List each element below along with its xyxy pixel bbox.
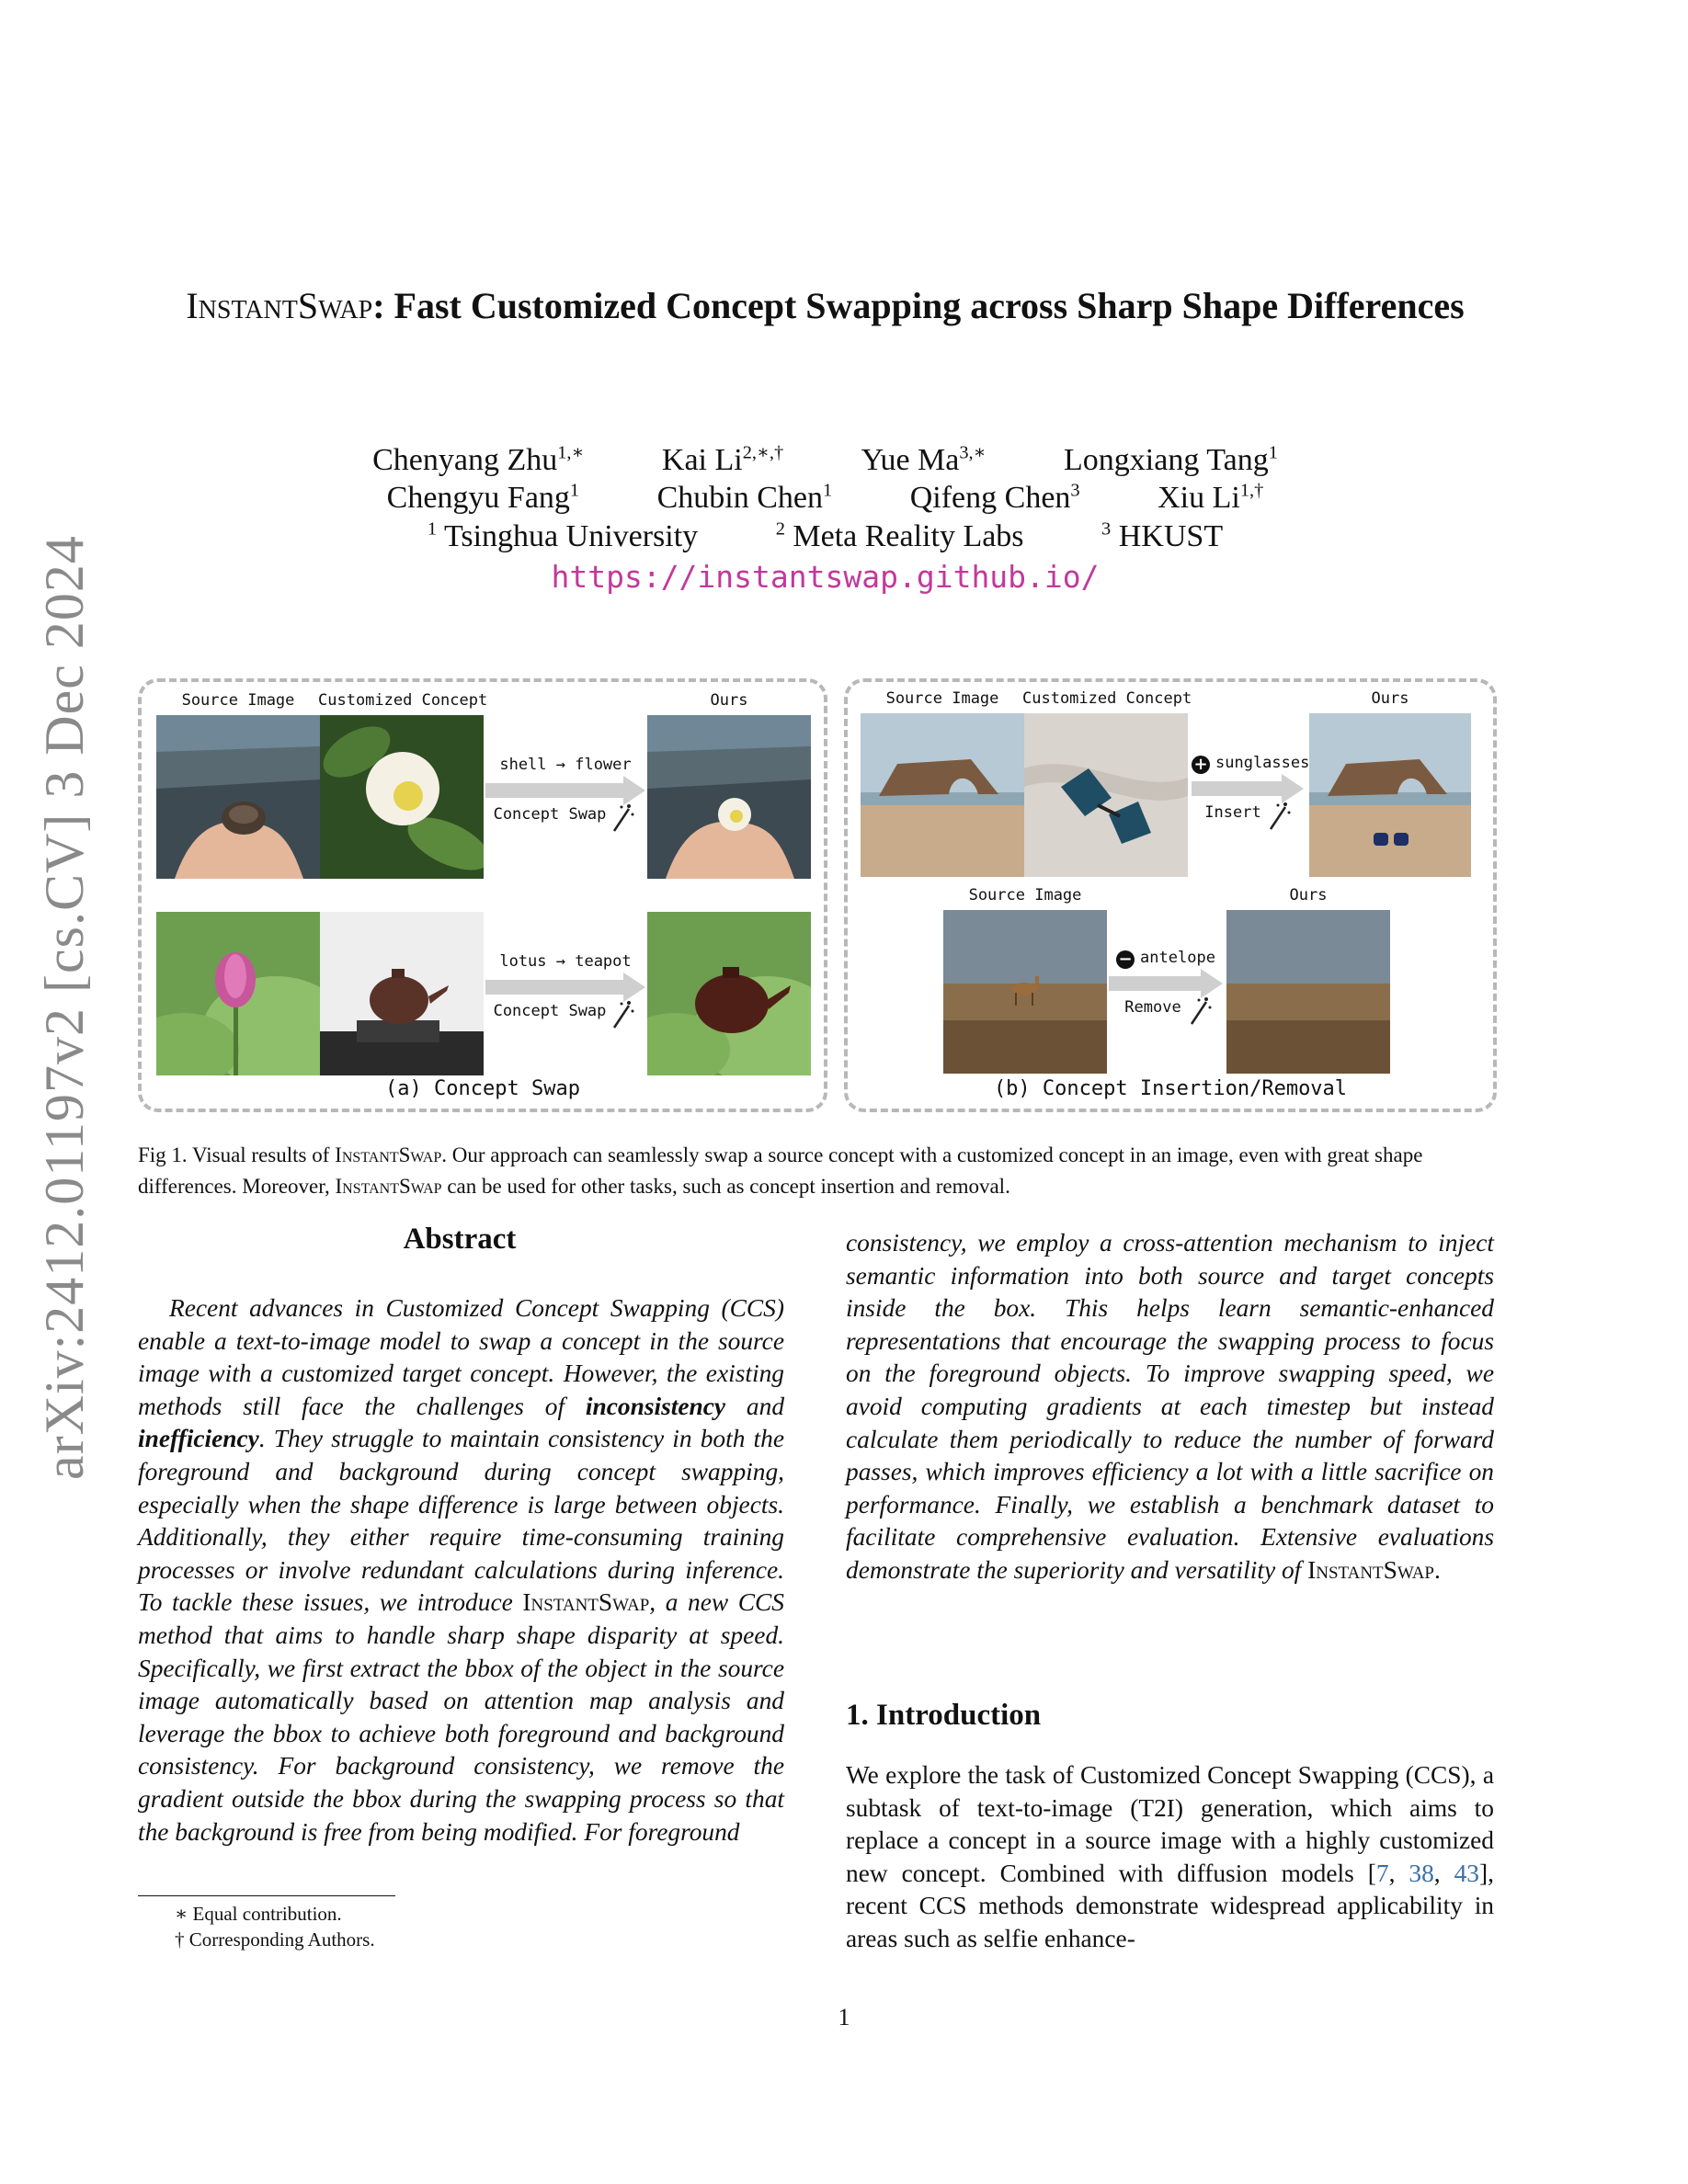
author: Longxiang Tang$^1$ [1064,442,1278,477]
citation-link[interactable]: 38 [1409,1859,1434,1887]
magic-wand-icon [1267,800,1291,831]
source-image-hand-shell [156,715,320,879]
label-customized-concept: Customized Concept [1022,689,1192,708]
result-image-arch-sunglasses [1309,713,1471,877]
introduction-text: We explore the task of Customized Concept Swapping (CCS), a subtask of text-to-image (T2I) generation, which aims to replace a concept in a source image with a highly customized new concept. Combined with diffusion models [7, 38, 43], recent CCS methods demonstrate widespread applicability in areas such as selfie enhance- [846,1761,1494,1952]
arrow-bar [485,980,623,995]
op-label-concept-swap: Concept Swap [493,1002,607,1020]
insert-label-sunglasses: + sunglasses [1192,754,1306,774]
title-rest: : Fast Customized Concept Swapping across Sharp Shape Differences [372,285,1465,326]
author: Chengyu Fang$^1$ [386,480,580,515]
author: Xiu $Li^{1,\dagger}$ [1158,480,1264,515]
authors-line-1 [147,441,1503,480]
concept-image-sunglasses [1024,713,1188,877]
minus-icon: − [1116,950,1135,969]
affiliation: $^2$ Meta Reality Labs [775,518,1024,553]
figure-caption: Fig 1. Visual results of InstantSwap. Our approach can seamlessly swap a source concept with a customized concept in an image, even with great shape differences. Moreover, InstantSwap can be used for other tasks, such as concept insertion and removal. [138,1143,1423,1198]
concept-image-white-flower [320,715,484,879]
label-source-image: Source Image [885,689,999,708]
magic-wand-icon [610,998,634,1029]
affiliation: $^3$ HKUST [1101,518,1224,553]
swap-label-shell-flower: shell → flower [499,756,632,774]
swap-label-lotus-teapot: lotus → teapot [499,952,632,971]
author: Chubin Chen$^1$ [656,480,833,515]
label-ours: Ours [1289,886,1328,904]
introduction-heading: 1. Introduction [846,1699,1042,1732]
remove-label-antelope: − antelope [1109,949,1223,969]
arrow-bar [485,783,623,798]
plus-icon: + [1192,756,1210,774]
magic-wand-icon [610,802,634,833]
page-number: 1 [838,2004,850,2030]
label-ours: Ours [710,691,748,710]
result-image-antelope-removed [1226,910,1390,1074]
citation-link[interactable]: 7 [1375,1859,1389,1887]
authors-line-2 [147,479,1503,518]
affiliation: $^1$ Tsinghua University [427,518,699,553]
caption-concept-insertion-removal: (b) Concept Insertion/Removal [993,1077,1348,1100]
caption-concept-swap: (a) Concept Swap [385,1077,580,1100]
title-method-name: InstantSwap [186,285,373,326]
footnote-corresponding-authors: † Corresponding Authors. [175,1928,375,1951]
paper-title [147,281,1503,331]
op-label-insert: Insert [1204,803,1261,822]
arrow-bar [1109,976,1201,991]
result-image-teapot-on-leaf [647,912,811,1075]
label-ours: Ours [1371,689,1409,708]
abstract-text-left: Recent advances in Customized Concept Swapping (CCS) enable a text-to-image model to swap a concept in the source image with a customized target concept. However, the existing methods still face the challenges of inconsistency and inefficiency. They struggle to maintain consistency in both the foreground and background during concept swapping, especially when the shape difference is large between objects. Additionally, they either require time-consuming training processes or involve redundant calculations during inference. To tackle these issues, we introduce InstantSwap, a new CCS method that aims to handle sharp shape disparity at speed. Specifically, we first extract the bbox of the object in the source image automatically based on attention map analysis and leverage the bbox to achieve both foreground and background consistency. For background consistency, we remove the gradient outside the bbox during the swapping process so that the background is free from being modified. For foreground [138,1294,785,1846]
affiliations [147,518,1503,556]
author: Chenyang Zhu$^{1,∗}$ [372,442,585,477]
op-label-concept-swap: Concept Swap [493,805,607,824]
author: Yue $Ma^{3,∗}$ [861,442,987,477]
result-image-hand-flower [647,715,811,879]
source-image-lotus [156,912,320,1075]
footnote-rule [138,1895,395,1896]
op-label-remove: Remove [1124,998,1181,1017]
project-url-link[interactable]: https://instantswap.github.io/ [551,559,1100,595]
arxiv-stamp: arXiv:2412.01197v2 [cs.CV] 3 Dec 2024 [34,535,95,1480]
abstract-heading: Abstract [403,1223,517,1256]
label-source-image: Source Image [968,886,1082,904]
arrow-bar [1192,781,1282,796]
source-image-sea-arch [861,713,1024,877]
magic-wand-icon [1188,995,1212,1026]
abstract-text-right: consistency, we employ a cross-attention mechanism to inject semantic information into both source and target concepts inside the box. This helps learn semantic-enhanced representations that encourage the swapping process to focus on the foreground objects. To improve swapping speed, we avoid computing gradients at each timestep but instead calculate them periodically to reduce the number of forward passes, which improves efficiency a lot with a little sacrifice on performance. Finally, we establish a benchmark dataset to facilitate comprehensive evaluation. Extensive evaluations demonstrate the superiority and versatility of InstantSwap. [846,1229,1494,1584]
source-image-antelope [943,910,1107,1074]
concept-image-teapot [320,912,484,1075]
citation-link[interactable]: 43 [1454,1859,1479,1887]
label-customized-concept: Customized Concept [318,691,488,710]
author: Qifeng Chen$^3$ [909,480,1080,515]
author: Kai $Li^{2,∗,\dagger}$ [661,442,784,477]
footnote-equal-contribution: ∗ Equal contribution. [175,1903,342,1925]
label-source-image: Source Image [181,691,295,710]
